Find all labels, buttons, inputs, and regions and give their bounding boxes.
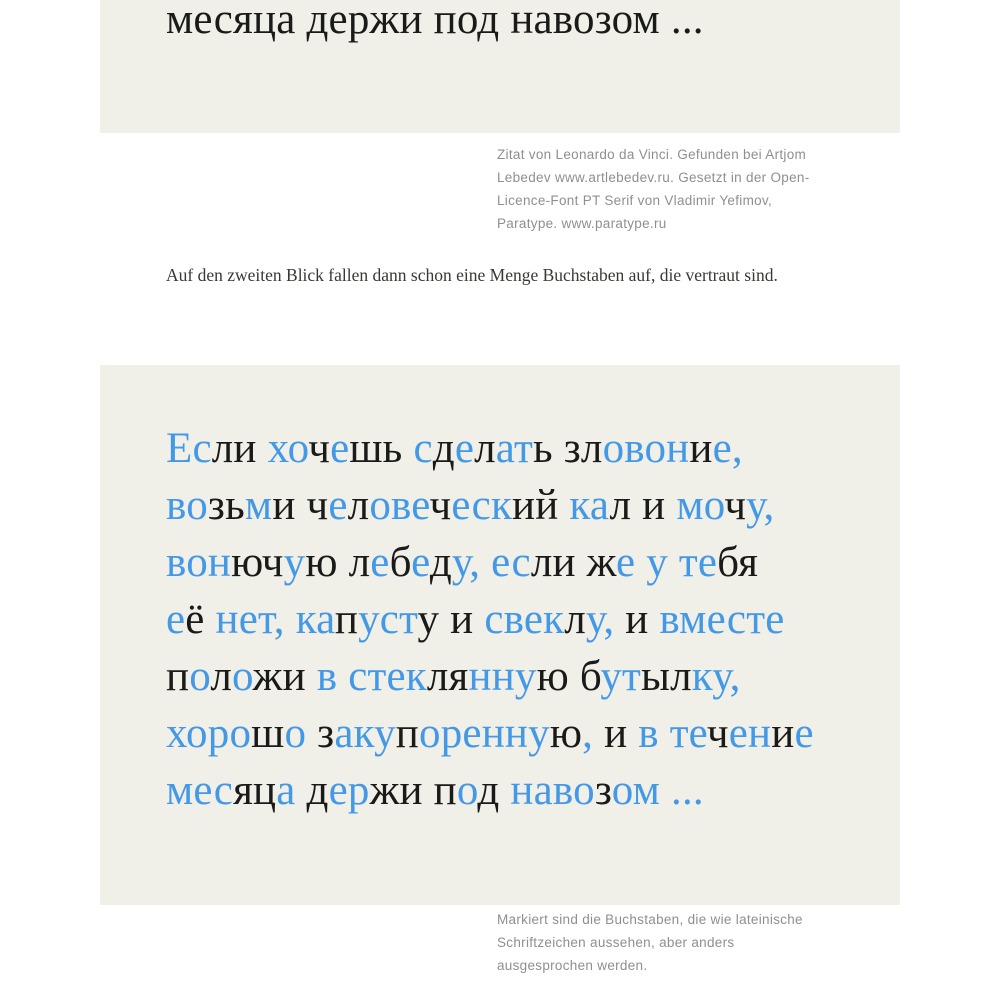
plain-letters: жи п [369,767,457,814]
specimen-line [166,705,900,762]
highlighted-letters: а [276,767,307,814]
highlighted-letters: ат [495,425,533,472]
caption-line: Schriftzeichen aussehen, aber anders [497,935,735,950]
plain-letters: ч [706,710,729,757]
plain-letters: ш [251,710,285,757]
highlighted-letters: нну [468,653,537,700]
caption-line: Lebedev www.artlebedev.ru. Gesetzt in der Open- [497,170,810,185]
plain-letters: д [432,425,455,472]
plain-letters: и [625,596,660,643]
plain-letters: ч [724,482,747,529]
highlighted-letters: е [370,539,390,586]
caption-line: Paratype. www.paratype.ru [497,216,667,231]
highlighted-letters: с [413,425,433,472]
plain-letters: д [429,539,452,586]
plain-letters: и [604,710,639,757]
highlighted-letters: у, [585,596,626,643]
plain-letters: ыл [641,653,692,700]
highlighted-letters: мо [676,482,725,529]
highlighted-letters: оренну [419,710,550,757]
plain-letters: л [474,425,496,472]
highlighted-letters: о [232,653,253,700]
highlighted-letters: вон [166,539,232,586]
plain-letters: ю б [536,653,601,700]
highlighted-letters: о [456,767,478,814]
plain-letters: и [689,425,713,472]
plain-letters: л и [609,482,677,529]
plain-letters: д [306,767,329,814]
caption-line: Licence-Font PT Serif von Vladimir Yefimov, [497,193,773,208]
plain-letters: ли [211,425,268,472]
highlighted-letters: е, [712,425,743,472]
plain-letters: яц [233,767,277,814]
highlighted-letters: уст [358,596,418,643]
highlighted-letters: мес [166,767,234,814]
plain-letters: у и [417,596,485,643]
highlighted-letters: у, [746,482,775,529]
highlighted-letters: в стек [316,653,427,700]
plain-letters: и ч [272,482,329,529]
highlighted-letters: хо [267,425,309,472]
body-paragraph: Auf den zweiten Blick fallen dann schon eine Menge Buchstaben auf, die vertraut sind. [166,265,778,285]
plain-letters: п [166,653,190,700]
highlighted-letters: е [328,482,348,529]
highlighted-letters: овон [602,425,690,472]
caption-source-note [497,143,842,235]
plain-letters: ч [308,425,331,472]
highlighted-letters: вместе [659,596,785,643]
highlighted-letters: , [582,710,605,757]
specimen-line [166,534,900,591]
highlighted-letters: наво [510,767,595,814]
plain-letters: ли ж [530,539,616,586]
highlighted-letters: хоро [166,710,252,757]
plain-letters: л [347,482,370,529]
highlighted-letters: е [454,425,475,472]
highlighted-letters: ом ... [611,767,704,814]
plain-letters: б [389,539,412,586]
plain-letters: п [395,710,420,757]
highlighted-letters: о [284,710,318,757]
highlighted-letters: у, ес [451,539,531,586]
plain-letters: жи [252,653,317,700]
plain-letters: месяца держи под навозом ... [166,0,704,43]
highlighted-letters: е [411,539,430,586]
highlighted-letters: свек [484,596,565,643]
plain-letters: ч [429,482,452,529]
plain-letters: п [334,596,359,643]
highlighted-letters: ут [600,653,642,700]
specimen-box-main [100,365,900,905]
highlighted-letters: о [189,653,211,700]
specimen-line [166,420,900,477]
highlighted-letters: е у те [616,539,718,586]
specimen-line [166,648,900,705]
specimen-line [166,477,900,534]
highlighted-letters: ен [728,710,772,757]
highlighted-letters: е [794,710,814,757]
plain-letters: л [210,653,233,700]
highlighted-letters: ове [369,482,430,529]
highlighted-letters: м [244,482,273,529]
highlighted-letters: в те [638,710,707,757]
highlighted-letters: у [283,539,306,586]
plain-letters: бя [717,539,759,586]
plain-letters: зь [207,482,245,529]
plain-letters: ю л [305,539,371,586]
plain-letters: ь зл [532,425,603,472]
plain-letters: ю [549,710,583,757]
caption-line: Markiert sind die Buchstaben, die wie lateinische [497,912,803,927]
caption-line: ausgesprochen werden. [497,958,648,973]
plain-letters: ля [426,653,469,700]
highlighted-letters: во [166,482,208,529]
highlighted-letters: ка [569,482,610,529]
plain-letters: ё [185,596,216,643]
plain-letters: з [317,710,335,757]
specimen-line [166,591,900,648]
plain-letters: ий [512,482,570,529]
highlighted-letters: нет, ка [215,596,335,643]
plain-letters: л [564,596,586,643]
specimen-line [166,0,900,48]
caption-line: Zitat von Leonardo da Vinci. Gefunden bei Artjom [497,147,807,162]
highlighted-letters: е [330,425,350,472]
specimen-line [166,762,900,819]
plain-letters: и [771,710,795,757]
highlighted-letters: еск [451,482,513,529]
highlighted-letters: Ес [166,425,212,472]
highlighted-letters: е [166,596,186,643]
highlighted-letters: ер [328,767,370,814]
plain-letters: д [477,767,511,814]
highlighted-letters: ку, [691,653,741,700]
caption-highlight-note [497,908,842,977]
specimen-box-top [100,0,900,133]
plain-letters: юч [231,539,284,586]
plain-letters: з [594,767,612,814]
plain-letters: шь [349,425,414,472]
highlighted-letters: аку [334,710,396,757]
